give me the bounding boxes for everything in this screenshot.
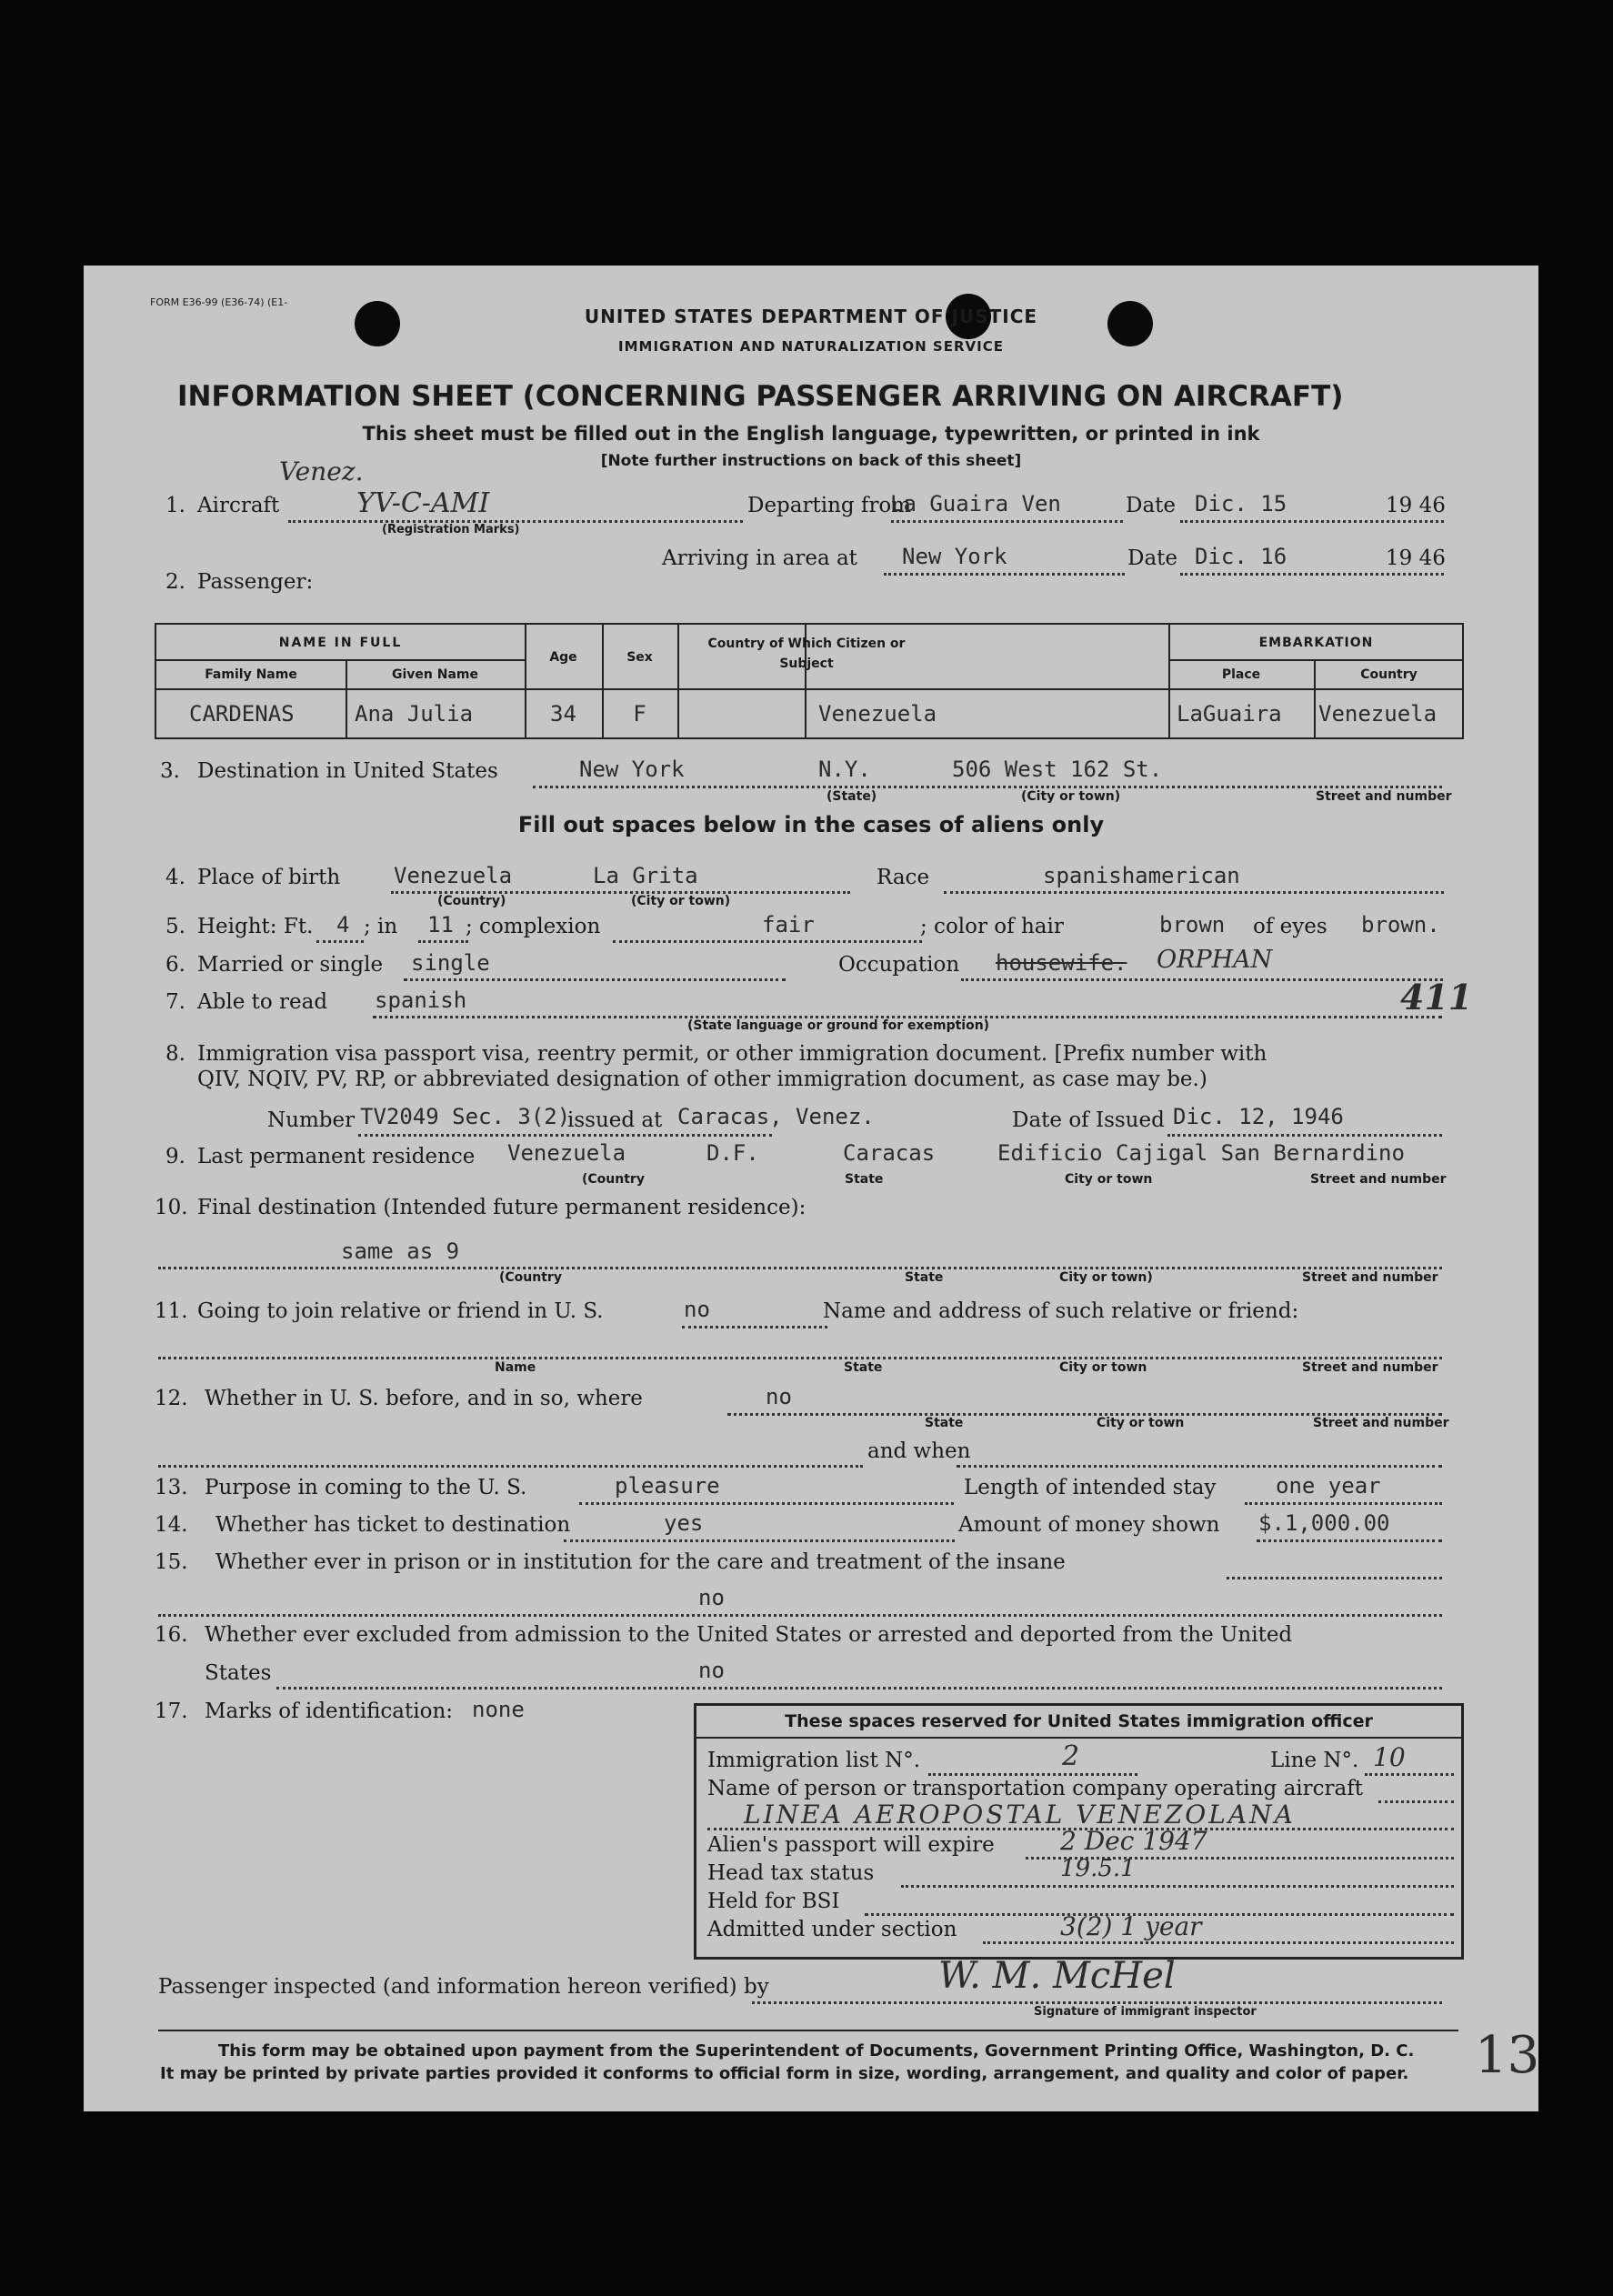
inspected-label: Passenger inspected (and information hereon verified) by (158, 1975, 769, 1999)
destination-street: 506 West 162 St. (952, 757, 1163, 782)
prison-label: Whether ever in prison or in institution for the care and treatment of the insane (215, 1550, 1066, 1574)
excluded-value: no (698, 1658, 725, 1683)
last-residence-street: Edificio Cajigal San Bernardino (997, 1140, 1405, 1166)
officer-box-heading: These spaces reserved for United States immigration officer (785, 1711, 1373, 1731)
occupation-handwritten: ORPHAN (1157, 946, 1273, 974)
visa-date-value: Dic. 12, 1946 (1173, 1104, 1344, 1129)
stay-value: one year (1276, 1473, 1381, 1499)
aircraft-handwritten-country: Venez. (279, 456, 364, 486)
embarkation-country-cell: Venezuela (1318, 701, 1438, 727)
occupation-struck: housewife. (996, 950, 1127, 976)
officer-box (694, 1703, 1464, 1960)
join-name-caption: Name (495, 1360, 536, 1375)
height-feet: 4 (336, 912, 350, 937)
aliens-only-heading: Fill out spaces below in the cases of aliens only (517, 812, 1105, 837)
item-number-6: 6. (165, 953, 185, 977)
arrival-date: Dic. 16 (1195, 544, 1287, 569)
visa-number-label: Number (267, 1108, 356, 1132)
stay-label: Length of intended stay (964, 1476, 1217, 1499)
footer-line-1: This form may be obtained upon payment from the Superintendent of Documents, Government Printing Office, Washington, D. C. (218, 2041, 1415, 2060)
race-value: spanishamerican (1043, 863, 1240, 888)
marks-label: Marks of identification: (205, 1699, 454, 1723)
destination-street-caption: Street and number (1316, 789, 1452, 804)
hair-value: brown (1159, 912, 1226, 937)
marks-value: none (472, 1697, 525, 1722)
last-residence-street-caption: Street and number (1310, 1172, 1447, 1187)
admitted-label: Admitted under section (707, 1918, 957, 1941)
read-handwritten-code: 411 (1400, 977, 1473, 1018)
age-header: Age (549, 650, 577, 665)
item-number-14: 14. (155, 1513, 188, 1537)
item-number-5: 5. (165, 915, 185, 938)
married-label: Married or single (197, 953, 384, 977)
item-number-8: 8. (165, 1042, 185, 1066)
read-value: spanish (375, 988, 467, 1013)
passenger-table (155, 623, 1464, 739)
arriving-label: Arriving in area at (662, 546, 857, 570)
eyes-label: of eyes (1253, 915, 1327, 938)
join-street-caption: Street and number (1302, 1360, 1438, 1375)
final-destination-street-caption: Street and number (1302, 1270, 1438, 1285)
join-label: Going to join relative or friend in U. S. (197, 1299, 604, 1323)
passport-value: 2 Dec 1947 (1060, 1826, 1207, 1856)
height-label: Height: Ft. (197, 915, 314, 938)
registration-caption: (Registration Marks) (382, 523, 520, 536)
given-name-cell: Ana Julia (355, 701, 474, 727)
line-value: 10 (1373, 1742, 1406, 1772)
final-destination-state-caption: State (905, 1270, 944, 1285)
item-number-15: 15. (155, 1550, 188, 1574)
footer-line-2: It may be printed by private parties provided it conforms to official form in size, wording, arrangement, and quality and color of paper. (160, 2064, 1409, 2083)
before-value: no (766, 1384, 792, 1409)
purpose-label: Purpose in coming to the U. S. (205, 1476, 527, 1499)
birth-city-caption: (City or town) (631, 894, 731, 908)
item-number-1: 1. (165, 494, 185, 517)
excluded-label-states: States (205, 1661, 272, 1685)
bsi-label: Held for BSI (707, 1890, 840, 1913)
departing-value: La Guaira Ven (890, 491, 1061, 516)
service-name: IMMIGRATION AND NATURALIZATION SERVICE (618, 338, 1004, 355)
item-number-4: 4. (165, 866, 185, 889)
final-destination-label: Final destination (Intended future permanent residence): (197, 1196, 806, 1219)
last-residence-label: Last permanent residence (197, 1145, 476, 1168)
visa-text-line1: Immigration visa passport visa, reentry permit, or other immigration document. [Prefix number with (197, 1042, 1267, 1066)
race-label: Race (877, 866, 930, 889)
country-header: Country of Which Citizen or Subject (707, 637, 906, 671)
departure-year: 19 46 (1386, 494, 1446, 517)
birth-country: Venezuela (394, 863, 513, 888)
join-state-caption: State (844, 1360, 883, 1375)
last-residence-state: D.F. (706, 1140, 759, 1166)
complexion-label: ; complexion (466, 915, 601, 938)
admitted-value: 3(2) 1 year (1060, 1911, 1202, 1941)
list-value: 2 (1062, 1740, 1080, 1772)
visa-issued-at: Caracas, Venez. (677, 1104, 875, 1129)
item-number-17: 17. (155, 1699, 188, 1723)
last-residence-city-caption: City or town (1065, 1172, 1153, 1187)
visa-text-line2: QIV, NQIV, PV, RP, or abbreviated designation of other immigration document, as case may be.) (197, 1068, 1207, 1091)
destination-label: Destination in United States (197, 759, 498, 783)
read-caption: (State language or ground for exemption) (687, 1018, 990, 1033)
family-name-header: Family Name (205, 667, 297, 682)
inspector-caption: Signature of immigrant inspector (1034, 2005, 1257, 2019)
place-header: Place (1221, 667, 1261, 682)
married-value: single (411, 950, 490, 976)
join-city-caption: City or town (1059, 1360, 1147, 1375)
aircraft-label: Aircraft (197, 494, 280, 517)
list-label: Immigration list N°. (707, 1749, 921, 1772)
birth-country-caption: (Country) (437, 894, 506, 908)
page-number: 13 (1475, 2026, 1540, 2085)
before-when-label: and when (867, 1439, 971, 1463)
last-residence-country: Venezuela (507, 1140, 626, 1166)
sex-cell: F (633, 701, 646, 727)
eyes-value: brown. (1361, 912, 1440, 937)
final-destination-city-caption: City or town) (1059, 1270, 1153, 1285)
operator-label: Name of person or transportation company operating aircraft (707, 1777, 1363, 1800)
birth-label: Place of birth (197, 866, 341, 889)
embarkation-country-header: Country (1360, 667, 1418, 682)
last-residence-country-caption: (Country (582, 1172, 645, 1187)
tax-value: 19.5.1 (1060, 1855, 1136, 1882)
passenger-label: Passenger: (197, 570, 314, 594)
final-destination-country-caption: (Country (499, 1270, 562, 1285)
item-number-9: 9. (165, 1145, 185, 1168)
final-destination-value: same as 9 (341, 1238, 460, 1264)
money-label: Amount of money shown (958, 1513, 1220, 1537)
tax-label: Head tax status (707, 1861, 875, 1885)
prison-value: no (698, 1585, 725, 1610)
item-number-16: 16. (155, 1623, 188, 1647)
departure-date: Dic. 15 (1195, 491, 1287, 516)
before-state-caption: State (925, 1416, 964, 1430)
item-number-2: 2. (165, 570, 185, 594)
item-number-12: 12. (155, 1387, 188, 1410)
visa-number-value: TV2049 Sec. 3(2) (360, 1104, 571, 1129)
item-number-7: 7. (165, 990, 185, 1014)
sex-header: Sex (626, 650, 653, 665)
inspector-signature: W. M. McHel (938, 1955, 1176, 1997)
before-street-caption: Street and number (1313, 1416, 1449, 1430)
family-name-cell: CARDENAS (189, 701, 295, 727)
item-number-13: 13. (155, 1476, 188, 1499)
item-number-3: 3. (160, 759, 180, 783)
operator-value: LINEA AEROPOSTAL VENEZOLANA (744, 1800, 1296, 1830)
last-residence-city: Caracas (843, 1140, 936, 1166)
given-name-header: Given Name (392, 667, 478, 682)
destination-state-caption: (State) (827, 789, 877, 804)
item-number-10: 10. (155, 1196, 188, 1219)
last-residence-state-caption: State (845, 1172, 884, 1187)
information-sheet (84, 266, 1538, 2111)
arriving-value: New York (902, 544, 1007, 569)
destination-city: New York (579, 757, 685, 782)
name-in-full-header: NAME IN FULL (278, 636, 403, 650)
birth-city: La Grita (593, 863, 698, 888)
before-label: Whether in U. S. before, and in so, where (205, 1387, 643, 1410)
money-value: $.1,000.00 (1258, 1510, 1390, 1536)
department-name: UNITED STATES DEPARTMENT OF JUSTICE (584, 306, 1038, 327)
complexion-value: fair (762, 912, 815, 937)
form-instruction: This sheet must be filled out in the English language, typewritten, or printed in ink (362, 423, 1260, 445)
excluded-label: Whether ever excluded from admission to the United States or arrested and deported from the United (205, 1623, 1293, 1647)
destination-state: N.Y. (818, 757, 871, 782)
join-value: no (684, 1297, 710, 1322)
citizenship-cell: Venezuela (818, 701, 937, 727)
destination-city-caption: (City or town) (1021, 789, 1121, 804)
arrival-date-label: Date (1127, 546, 1178, 570)
visa-issued-label: issued at (567, 1108, 663, 1132)
ticket-value: yes (664, 1510, 704, 1536)
form-title: INFORMATION SHEET (CONCERNING PASSENGER ARRIVING ON AIRCRAFT) (177, 380, 1344, 413)
age-cell: 34 (550, 701, 576, 727)
passport-label: Alien's passport will expire (707, 1833, 995, 1857)
join-name-label: Name and address of such relative or friend: (823, 1299, 1299, 1323)
form-number: FORM E36-99 (E36-74) (E1- (150, 296, 288, 308)
arrival-year: 19 46 (1386, 546, 1446, 570)
purpose-value: pleasure (615, 1473, 720, 1499)
occupation-label: Occupation (838, 953, 960, 977)
aircraft-value: YV-C-AMI (356, 487, 490, 519)
height-inches-label: ; in (364, 915, 398, 938)
line-label: Line N°. (1270, 1749, 1359, 1772)
hair-label: ; color of hair (920, 915, 1064, 938)
embarkation-place-cell: LaGuaira (1177, 701, 1282, 727)
form-note: [Note further instructions on back of this sheet] (600, 452, 1022, 470)
before-city-caption: City or town (1097, 1416, 1185, 1430)
departing-label: Departing from (747, 494, 912, 517)
departure-date-label: Date (1126, 494, 1177, 517)
item-number-11: 11. (155, 1299, 188, 1323)
ticket-label: Whether has ticket to destination (215, 1513, 571, 1537)
visa-date-label: Date of Issued (1012, 1108, 1165, 1132)
read-label: Able to read (197, 990, 328, 1014)
height-inches: 11 (427, 912, 454, 937)
embarkation-header: EMBARKATION (1258, 636, 1374, 650)
